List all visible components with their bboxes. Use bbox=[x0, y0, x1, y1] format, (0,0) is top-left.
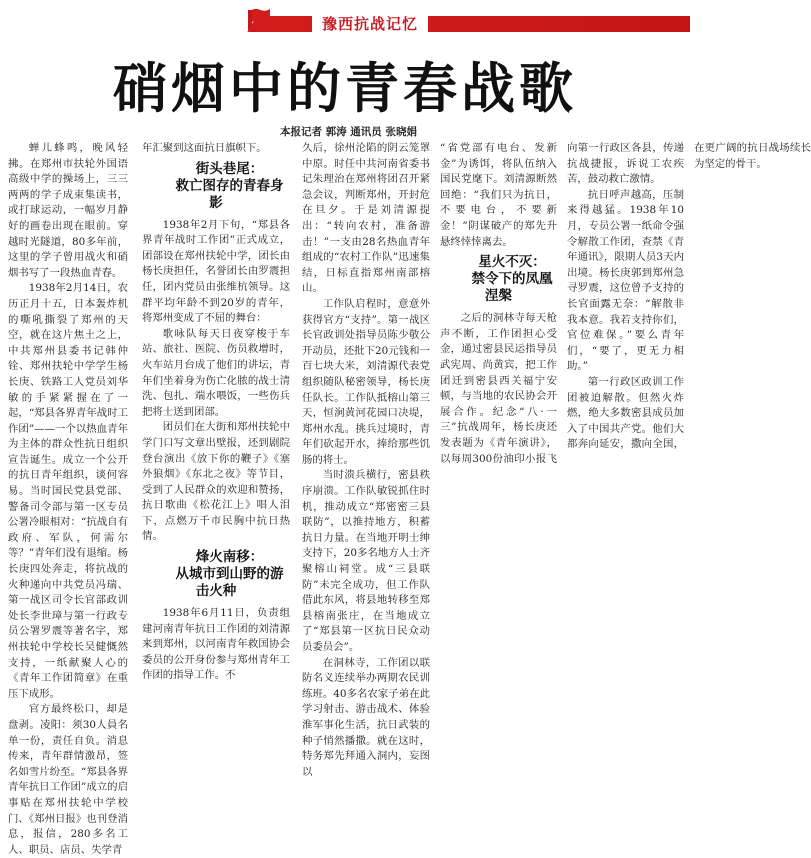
paragraph: “省党部有电台、发新金”为诱饵，将队伍纳入国民党麾下。刘清源断然回绝：“我们只为抗日，不要电台，不要新金！”阴谋破产的郑先升悬终悻悻离去。 bbox=[440, 142, 557, 248]
column-header-band bbox=[0, 0, 690, 44]
paragraph: 在洞林寺，工作团以联防名义连续举办两期农民训练班。40多名农家子弟在此学习射击、游击战术、体验淮军事化生活，抗日武装的种子悄然播撒。就在这时，特务郑先拜通入洞内，妄图以 bbox=[302, 656, 430, 778]
paragraph: 官方最终松口，却是盘剥。凌阳：须30人員名单一份，责任自负。消息传来，青年群情激昂，签名如雪片纷至。“郑县各界青年抗日工作团”成立的启事贴在郑州扶轮中学校门、《郑州日报》也刊登消息，报信，280多名工人、职员、店员、失学青 bbox=[8, 703, 128, 856]
byline: 本报记者 郭涛 通讯员 张晓娟 bbox=[280, 126, 417, 138]
paragraph: 第一行政区政训工作团被迫解散。但然火炸燃，绝大多数密县成员加入了中国共产党。他们大都奔向延安，撒向全国，在更广阔的抗日战场续长为坚定的骨干。 bbox=[567, 142, 811, 451]
article-column-1 bbox=[8, 141, 128, 858]
subheading-title: 星火不灭： bbox=[478, 254, 546, 271]
paragraph: 团员们在大街和郑州扶轮中学门口写文章出壁报，还到剧院登台演出《放下你的鞭子》《塞外狼烟》《东北之夜》等节目，受到了人民群众的欢迎和赞扬，抗日歌曲《松花江上》唱人泪下，点燃万千市民胸中抗日热情。 bbox=[142, 421, 290, 543]
article-column-2 bbox=[142, 141, 290, 684]
subheading-1 bbox=[142, 161, 290, 212]
paragraph: 歌咏队每天日夜穿梭于车站、旅社、医院、伤员救增时，火车站月台成了他们的讲坛，青年们坐着身为伤亡化脓的战士清洗、包扎、端水喂饭，一些伤兵把将士送到团部。 bbox=[142, 327, 290, 418]
article-column-3 bbox=[302, 141, 430, 780]
subheading-title: 烽火南移： bbox=[195, 549, 264, 566]
headline: 硝烟中的青春战歌 bbox=[113, 57, 577, 120]
paragraph: 抗日呼声越高，压制来得越猛。1938年10月，专员公署一纸命令强令解散工作团，查禁《青年通讯》，限期人员3天内出境。杨长庚郭到郑州急寻罗震，这位曾予支持的长官面露无奈：“解散非我本意。我若支持你们，官位难保。”要么青年们，“要了，更无力相助。” bbox=[567, 188, 684, 373]
paragraph: 之后的洞林寺每天枪声不断，工作团担心受金，通过密县民运指导员武宪周、尚黄宾，把工作团迁到密县西关福宁安顿，与当地的农民协会开展合作。纪念“八·一三”抗战周年，杨长庚还发表题为《青年演讲》，以每周300份油印小报飞向第一行政区各县，传递抗战捷报，诉说工农疾苦，鼓动救亡激情。 bbox=[440, 142, 684, 465]
subheading-subtitle: 禁令下的凤凰涅槃 bbox=[471, 271, 553, 305]
subheading-2 bbox=[142, 549, 290, 600]
paragraph: 1938年6月11日，负责组建河南青年抗日工作团的刘清源来到郑州，以河南青年救国协会委员的公开身份参与郑州青年工作团的指导工作。不 bbox=[142, 607, 290, 682]
column-tag: 豫西抗战记忆 bbox=[312, 14, 428, 34]
paragraph: 年汇聚到这面抗日旗帜下。 bbox=[142, 142, 267, 154]
article-column-5 bbox=[440, 141, 811, 478]
paragraph: 1938年2月下旬，“郑县各界青年战时工作团”正式成立，团部设在郑州扶轮中学，团长由杨长庚担任，名誉团长由罗震担任，团内党员由张维杭领导。这群平均年龄不到20岁的青年，将郑州变成了不屈的舞台： bbox=[142, 218, 290, 325]
paragraph: 当时溃兵横行，密县秩序崩溃。工作队敏锐抓住时机，推动成立“郑密密三县联防”，以推持地方，积蓄抗日力量。在当地开明士绅支持下，20多名地方人士齐聚榕山祠堂。成“三县联防”未完全成功，但工作队借此东风，将县地转移至郑县榕南张庄，在当地成立了“郑县第一区抗日民众动员委员会”。 bbox=[302, 469, 430, 653]
paragraph: 1938年2月14日，农历正月十五，日本轰炸机的嘶吼撕裂了郑州的天空，就在这片焦土之上，中共郑州县委书记韩仲铨、郑州扶轮中学学生杨长庚、铁路工人党员刘华敏的手紧紧握在了一起，“郑县各界青年战时工作团”——一个以热血青年为主体的群众性抗日组织宣告诞生。成立一个公开的抗日青年组织，谈何容易。当时国民党县党部、警备司令部与第一区专员公署冷眼相对：“抗战自有政府、军队，何需尔等？”青年们没有退缩。杨长庚四处奔走，将抗战的火种递向中共党员冯瑞、第一战区司令长官部政训处长李世璋与第一行政专员公署罗震等著名字，郑州扶轮中学校长吴健慨然支持，一纸献聚人心的《青年工作团简章》在重压下成形。 bbox=[8, 282, 128, 700]
paragraph: 蝉儿蜂鸣，晚风轻拂。在郑州市扶轮外国语高级中学的操场上，三三两两的学子成束集读书，或打球运动，一幅岁月静好的画卷出现在眼前。穿越时光隧道，80多年前，这里的学子曾用战火和硝烟书写了一段热血青春。 bbox=[8, 142, 128, 279]
subheading-title: 街头巷尾： bbox=[195, 160, 264, 177]
paragraph: 工作队启程时，意意外获得官方“支持”。第一战区长官政训处指导员陈少敬公开动员，还批下20元钱和一百七块大米，刘清源代表党组织随队秘密领导，杨长庚任队长。工作队抵榕山第三天，恒涧黄河花园口决堤，郑州水乱。挑兵过境时，青年们砍起开水，捧给那些饥肠的将士。 bbox=[302, 297, 430, 466]
subheading-subtitle: 从城市到山野的游击火种 bbox=[175, 566, 284, 600]
subheading-3 bbox=[440, 254, 557, 305]
subheading-subtitle: 救亡图存的青春身影 bbox=[175, 177, 284, 211]
paragraph: 久后，徐州沦陷的阴云笼罩中原。时任中共河南省委书记朱理治在郑州将团召开紧急会议，判断郑州，开封危在旦夕。于是刘清源提出：“转向农村，准备游击！”一支由28名热血青年组成的“农村工作队”迅速集结，日标直指郑州南部榕山。 bbox=[302, 142, 430, 295]
